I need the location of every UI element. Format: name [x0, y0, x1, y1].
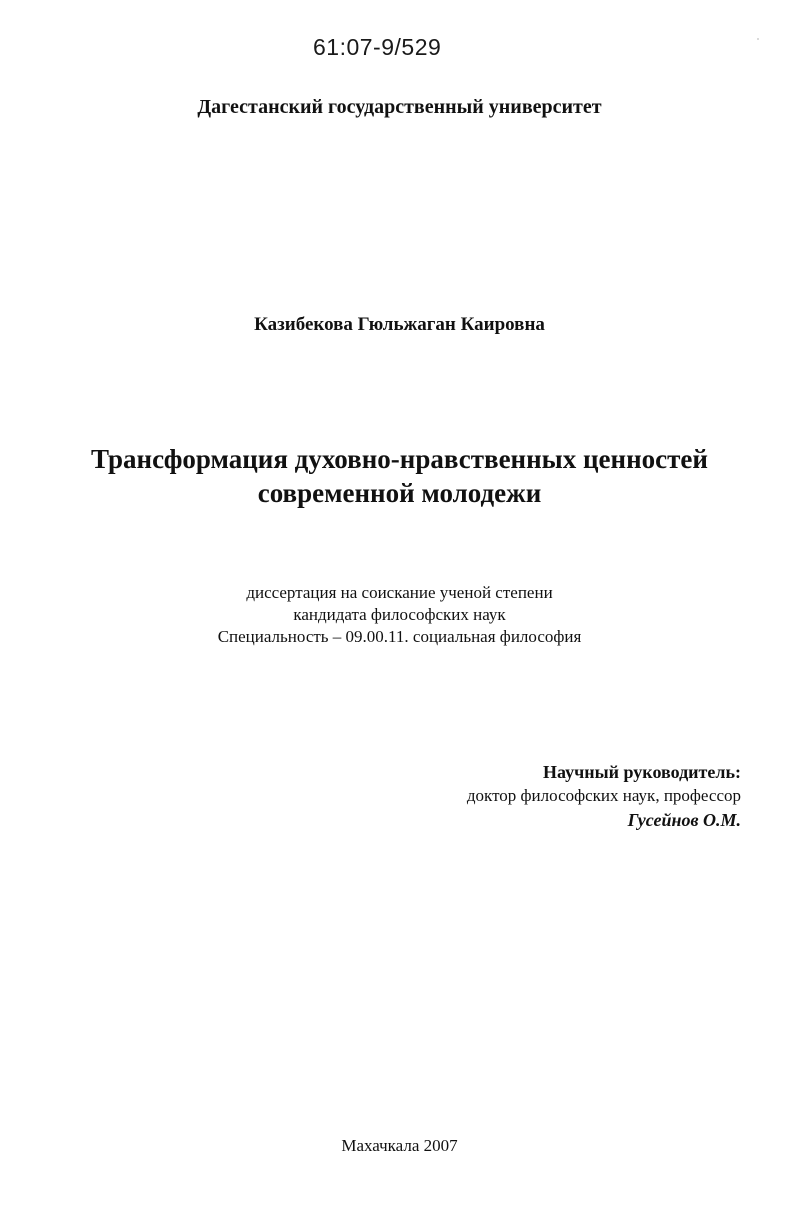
description-line-1: диссертация на соискание ученой степени: [246, 583, 553, 602]
author-name: Казибекова Гюльжаган Каировна: [254, 314, 545, 335]
scan-speck: [757, 38, 759, 40]
description-line-3: Специальность – 09.00.11. социальная философия: [217, 627, 582, 646]
supervisor-heading: Научный руководитель:: [543, 762, 741, 782]
supervisor-degree: доктор философских наук, профессор: [466, 786, 741, 805]
supervisor-block: [467, 760, 741, 832]
university-name: Дагестанский государственный университет: [197, 96, 602, 118]
degree-description: [0, 582, 799, 648]
dissertation-title: [0, 442, 799, 510]
archive-stamp-code: 61:07-9/529: [313, 34, 442, 60]
place-and-year: Махачкала 2007: [341, 1136, 458, 1155]
title-line-1: Трансформация духовно-нравственных ценностей: [91, 444, 708, 474]
description-line-2: кандидата философских наук: [293, 605, 506, 624]
supervisor-name: Гусейнов О.М.: [627, 810, 741, 830]
title-line-2: современной молодежи: [257, 478, 542, 508]
